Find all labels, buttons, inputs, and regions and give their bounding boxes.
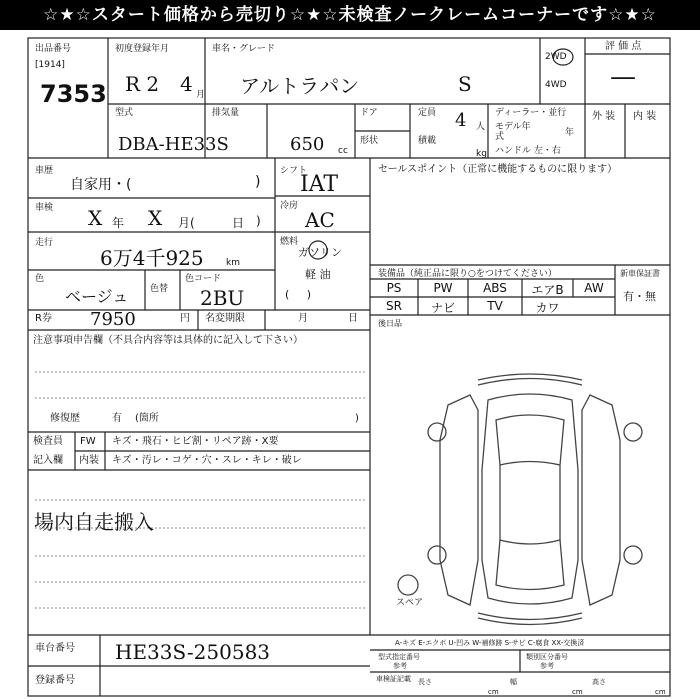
exterior-label: 外 装 (592, 111, 616, 122)
fw-items: キズ・飛石・ヒビ割・リペア跡・X要 (112, 436, 279, 447)
length-label: 長さ (418, 678, 432, 686)
equip-leather: カワ (535, 301, 560, 315)
interior-items: キズ・汚レ・コゲ・穴・スレ・キレ・破レ (112, 455, 302, 466)
equip-ps: PS (386, 281, 402, 295)
spare-label: スペア (396, 598, 424, 608)
interior-label-top: 内 装 (633, 111, 657, 122)
chassis-value: HE33S-250583 (115, 640, 271, 664)
mileage-unit: km (226, 258, 240, 268)
load-label: 積載 (418, 136, 437, 146)
inspection-close: ) (256, 214, 261, 228)
handwritten-note: 場内自走搬入 (34, 510, 154, 534)
drive-2wd: 2WD (545, 52, 567, 62)
first-reg-month: 4 (180, 72, 193, 96)
width-cm: cm (572, 688, 583, 696)
equip-pw: PW (433, 281, 453, 295)
interior-entry-label: 内装 (79, 455, 99, 466)
first-reg-year: R 2 (125, 72, 160, 96)
year-unit: 年 (565, 128, 575, 138)
dealer-label: ディーラー・並行 (495, 108, 567, 118)
color-label: 色 (35, 274, 45, 284)
shift-label: シフト (280, 166, 308, 176)
selling-points-label: セールスポイント（正常に機能するものに限ります） (378, 164, 618, 175)
yen-unit: 円 (180, 313, 190, 324)
color-code-label: 色コード (185, 274, 222, 284)
inspection-year: X (88, 206, 103, 230)
inspection-label: 車検 (35, 203, 54, 213)
equip-sr: SR (386, 299, 402, 313)
name-change-label: 名変期限 (205, 313, 245, 324)
recycle-label: R券 (35, 313, 52, 324)
class-label: 類別区分番号 (526, 653, 568, 661)
fuel-gasoline: ガソリン (298, 246, 342, 259)
equip-navi: ナビ (430, 301, 455, 315)
drive-4wd: 4WD (545, 80, 567, 90)
lot-number: 7353 (40, 80, 107, 108)
banner: ☆★☆スタート価格から売切り☆★☆未検査ノークレームコーナーです☆★☆ (0, 0, 700, 30)
fw-label: FW (80, 436, 96, 447)
mileage-value: 6万4千925 (100, 246, 204, 270)
handle-label: ハンドル 左・右 (495, 146, 561, 156)
color-change-label: 色替 (150, 284, 169, 294)
equip-abs: ABS (483, 281, 507, 295)
fuel-paren: ( ) (285, 288, 312, 301)
equipment-label: 装備品（純正品に限り○をつけてください） (378, 269, 557, 279)
inspection-month: X (148, 206, 163, 230)
color-code-value: 2BU (200, 286, 245, 310)
type-cert-label: 型式指定番号 (378, 653, 420, 661)
mileage-label: 走行 (35, 238, 54, 248)
capacity-unit: 人 (476, 122, 486, 132)
length-cm: cm (488, 688, 499, 696)
entry-label: 記入欄 (33, 455, 63, 466)
load-unit: kg (476, 149, 487, 159)
fuel-label: 燃料 (280, 237, 299, 247)
score-label: 評 価 点 (605, 41, 642, 52)
first-reg-label: 初度登録年月 (115, 44, 170, 54)
car-name: アルトラパン (240, 74, 360, 98)
grade: S (458, 72, 472, 96)
equip-aw: AW (584, 281, 604, 295)
model-label: 型式 (115, 108, 134, 118)
ac-label: 冷房 (280, 201, 299, 211)
equip-tv: TV (487, 299, 503, 313)
score-value: — (610, 62, 636, 92)
inspection-month-unit: 月( (178, 216, 195, 230)
displacement-value: 650 (290, 134, 325, 155)
repair-value: 有 (112, 413, 122, 424)
car-diagram (398, 374, 642, 625)
height-label: 高さ (592, 678, 606, 686)
width-label: 幅 (510, 678, 517, 686)
name-change-day: 日 (348, 313, 358, 324)
lot-sub: [1914] (35, 60, 65, 70)
lot-label: 出品番号 (35, 44, 72, 54)
type-cert-ref: 参考 (393, 662, 407, 670)
inspection-year-unit: 年 (112, 216, 125, 230)
warranty-label: 新車保証書 (620, 269, 660, 278)
height-cm: cm (655, 688, 666, 696)
equip-airbag: エアB (531, 283, 564, 297)
repair-place: (箇所 (135, 413, 159, 424)
later-label: 後日品 (378, 319, 402, 328)
model-year-label: モデル年式 (495, 122, 531, 142)
legend: A-キズ E-エクボ U-凹み W-補修跡 S-サビ C-腐食 XX-交換済 (395, 639, 585, 647)
capacity-label: 定員 (418, 108, 437, 118)
chassis-label: 車台番号 (35, 643, 75, 654)
recycle-value: 7950 (90, 309, 136, 330)
doors-label: ドア (360, 108, 378, 118)
dims-label: 車検証記載 (376, 675, 411, 683)
vehicle-type-value: 自家用・( (70, 177, 132, 193)
displacement-label: 排気量 (212, 108, 240, 118)
car-name-label: 車名・グレード (212, 44, 276, 54)
reg-label: 登録番号 (35, 675, 75, 686)
color-value: ベージュ (65, 287, 129, 306)
shape-label: 形状 (360, 136, 379, 146)
repair-close: ) (355, 413, 359, 424)
repair-label: 修復歴 (50, 413, 80, 424)
ac-value: AC (305, 208, 335, 232)
notice-label: 注意事項申告欄（不具合内容等は具体的に記入して下さい） (33, 335, 303, 346)
inspector-label: 検査員 (33, 436, 63, 447)
capacity-value: 4 (455, 110, 467, 131)
name-change-month: 月 (298, 313, 308, 324)
model-value: DBA-HE33S (118, 134, 229, 155)
class-ref: 参考 (540, 662, 554, 670)
warranty-value: 有・無 (623, 290, 656, 303)
vehicle-type-label: 車歴 (35, 166, 54, 176)
fuel-diesel: 軽 油 (305, 268, 331, 281)
displacement-unit: cc (338, 146, 348, 156)
shift-value: IAT (300, 172, 339, 197)
vehicle-type-close: ) (255, 174, 261, 190)
month-unit: 月 (196, 90, 206, 100)
inspection-day-unit: 日 (232, 216, 245, 230)
